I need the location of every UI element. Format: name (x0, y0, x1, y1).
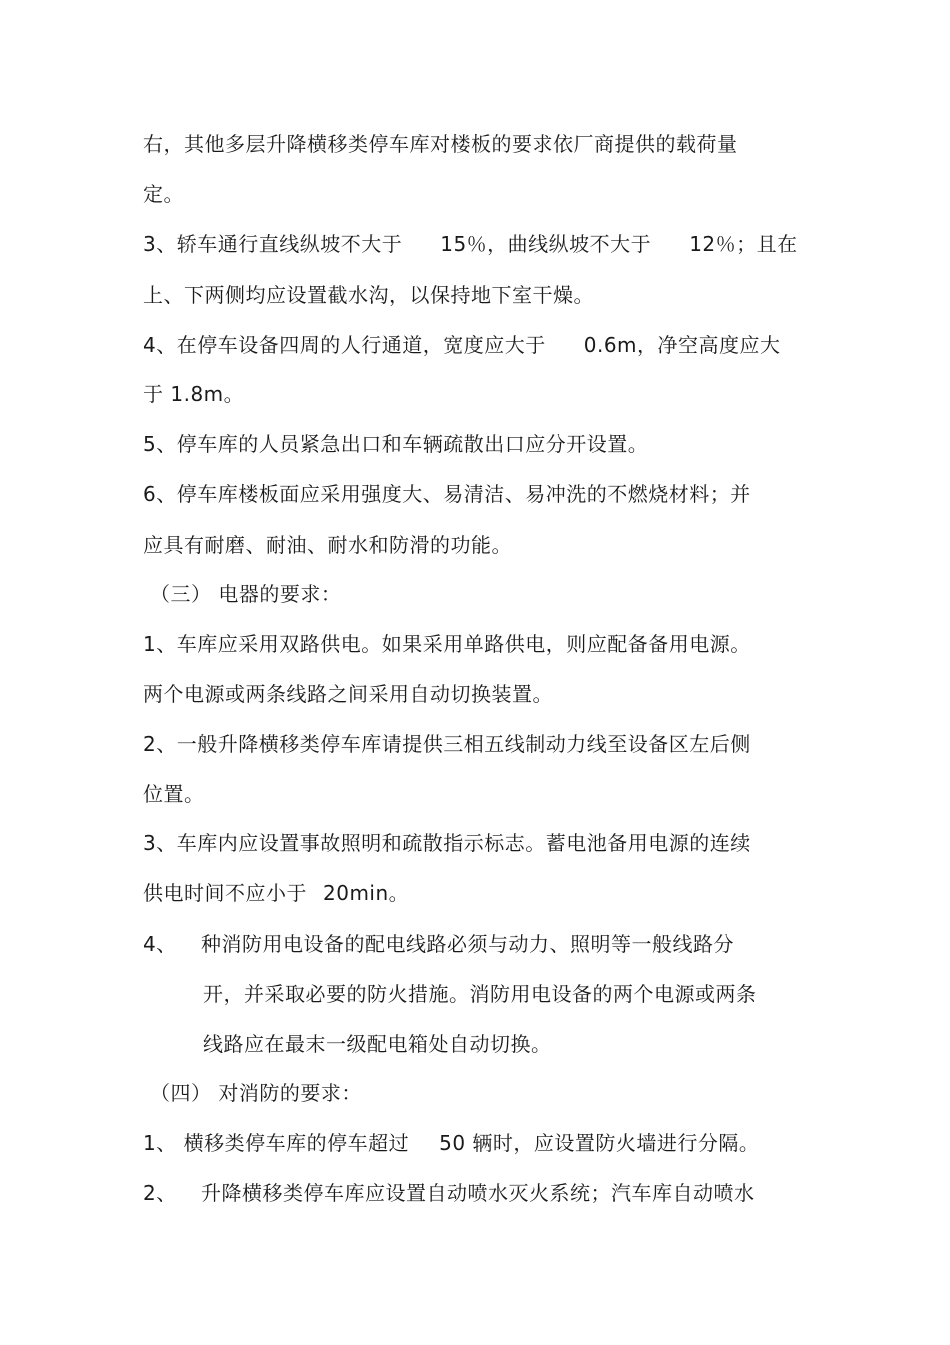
text-line (203, 981, 757, 1007)
text-segment: 4、 (143, 932, 177, 956)
text-segment: 两个电源或两条线路之间采用自动切换装置。 (143, 682, 553, 706)
text-segment: 种消防用电设备的配电线路必须与动力、照明等一般线路分 (201, 932, 734, 956)
text-segment: 线路应在最末一级配电箱处自动切换。 (203, 1032, 552, 1056)
item-5-line (143, 431, 648, 457)
text-segment: 升降横移类停车库应设置自动喷水灭火系统；汽车库自动喷水 (201, 1181, 755, 1205)
text-line (203, 1031, 552, 1057)
text-segment: 2、一般升降横移类停车库请提供三相五线制动力线至设备区左后侧 (143, 732, 751, 756)
text-line (143, 880, 409, 906)
text-segment: 6、停车库楼板面应采用强度大、易清洁、易冲洗的不燃烧材料；并 (143, 482, 751, 506)
text-segment: 应具有耐磨、耐油、耐水和防滑的功能。 (143, 533, 512, 557)
text-segment: 开，并采取必要的防火措施。消防用电设备的两个电源或两条 (203, 982, 757, 1006)
section-heading-electrical (150, 581, 341, 607)
text-segment: 位置。 (143, 782, 205, 806)
text-line (143, 131, 738, 157)
item-6-line (143, 481, 751, 507)
item-1-line (143, 631, 751, 657)
text-segment: 上、下两侧均应设置截水沟，以保持地下室干燥。 (143, 283, 594, 307)
text-segment: 3、车库内应设置事故照明和疏散指示标志。蓄电池备用电源的连续 (143, 831, 751, 855)
text-line (143, 781, 205, 807)
section-heading-fire (150, 1080, 362, 1106)
text-segment: 定。 (143, 182, 184, 206)
text-line (143, 532, 512, 558)
text-segment: （四） 对消防的要求： (150, 1081, 362, 1105)
text-segment: 于 1.8m。 (143, 382, 245, 406)
item-3-line (143, 830, 751, 856)
text-segment: 右，其他多层升降横移类停车库对楼板的要求依厂商提供的载荷量 (143, 132, 738, 156)
text-segment: 20min。 (323, 881, 410, 905)
text-segment: 0.6m，净空高度应大 (583, 333, 781, 357)
text-line (143, 282, 594, 308)
item-2-line (143, 1180, 755, 1206)
text-segment: 5、停车库的人员紧急出口和车辆疏散出口应分开设置。 (143, 432, 649, 456)
text-segment: 1、车库应采用双路供电。如果采用单路供电，则应配备备用电源。 (143, 632, 751, 656)
item-4-line (143, 931, 734, 957)
text-line (143, 181, 184, 207)
text-segment: 50 辆时，应设置防火墙进行分隔。 (439, 1131, 760, 1155)
item-3-line (143, 231, 798, 257)
text-segment: 12％；且在 (689, 232, 798, 256)
text-segment: 2、 (143, 1181, 177, 1205)
text-line (143, 681, 553, 707)
text-segment: 15％，曲线纵坡不大于 (440, 232, 652, 256)
item-2-line (143, 731, 751, 757)
item-1-line (143, 1130, 759, 1156)
text-segment: （三） 电器的要求： (150, 582, 342, 606)
text-segment: 3、轿车通行直线纵坡不大于 (143, 232, 403, 256)
text-segment: 供电时间不应小于 (143, 881, 307, 905)
text-segment: 4、在停车设备四周的人行通道，宽度应大于 (143, 333, 546, 357)
text-line (143, 381, 244, 407)
text-segment: 1、 横移类停车库的停车超过 (143, 1131, 410, 1155)
item-4-line (143, 332, 781, 358)
